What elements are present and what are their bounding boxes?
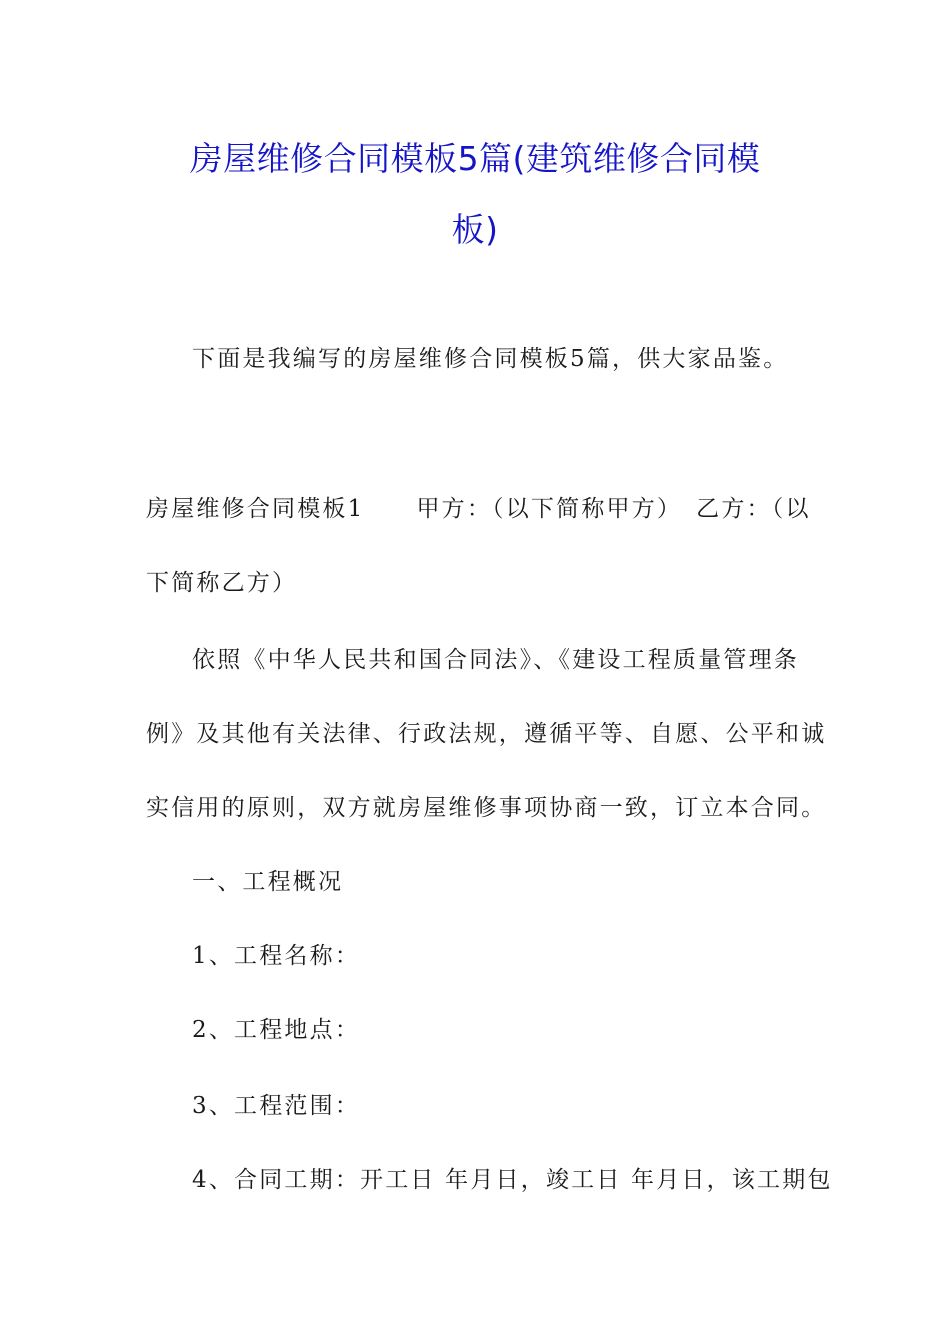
section-1-line-2: 下简称乙方） [146,570,298,596]
paragraph-line-3: 实信用的原则，双方就房屋维修事项协商一致，订立本合同。 [146,795,827,821]
section-1-heading: 房屋维修合同模板1 [146,496,365,522]
paragraph-line-1: 依照《中华人民共和国合同法》、《建设工程质量管理条 [192,647,799,673]
party-b-text: 乙方：（以 [696,496,811,522]
document-title-line-1: 房屋维修合同模板5篇(建筑维修合同模 [189,139,761,178]
intro-text: 下面是我编写的房屋维修合同模板5篇，供大家品鉴。 [192,346,789,372]
paragraph-line-2: 例》及其他有关法律、行政法规，遵循平等、自愿、公平和诚 [146,721,827,747]
item-project-scope: 3、工程范围： [192,1093,361,1119]
item-project-name: 1、工程名称： [192,943,361,969]
section-1-line-1 [146,494,811,524]
item-contract-period: 4、合同工期：开工日 年月日，竣工日 年月日，该工期包 [192,1167,833,1193]
document-title-line-2: 板) [451,210,499,249]
section-heading-overview: 一、工程概况 [192,869,344,895]
item-project-location: 2、工程地点： [192,1017,361,1043]
party-a-text: 甲方：（以下简称甲方） [416,496,683,522]
